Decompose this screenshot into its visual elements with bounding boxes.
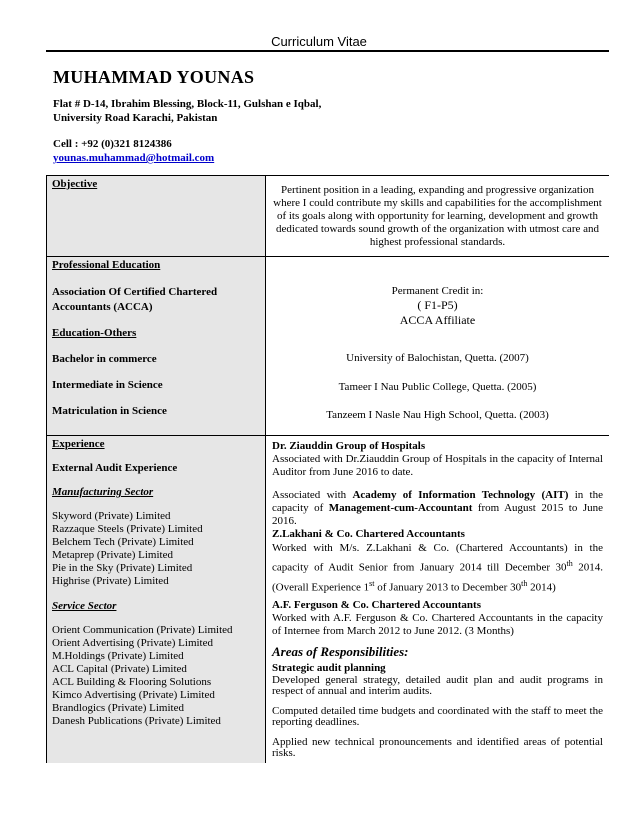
lakhani-text-4: 2014)	[527, 581, 556, 594]
professional-education-heading: Professional Education	[52, 259, 161, 271]
experience-detail-cell	[266, 436, 610, 764]
list-item: Metaprep (Private) Limited	[52, 549, 173, 561]
list-item: Skyword (Private) Limited	[52, 510, 171, 522]
list-item: M.Holdings (Private) Limited	[52, 650, 184, 662]
edu-value-bachelor: University of Balochistan, Quetta. (2007)	[346, 352, 529, 364]
lakhani-sup-3: th	[521, 578, 528, 588]
document-header-title: Curriculum Vitae	[271, 34, 367, 49]
ait-name: Academy of Information Technology (AIT)	[352, 489, 569, 501]
list-item: Belchem Tech (Private) Limited	[52, 536, 194, 548]
ait-text	[272, 489, 603, 528]
list-item: Kimco Advertising (Private) Limited	[52, 689, 215, 701]
experience-label-cell	[47, 436, 266, 764]
address-line-1: Flat # D-14, Ibrahim Blessing, Block-11, Gulshan e Iqbal,	[53, 98, 322, 110]
service-list	[52, 624, 265, 728]
lakhani-sup-1: th	[566, 559, 573, 568]
contact	[53, 137, 214, 165]
list-item: Orient Communication (Private) Limited	[52, 624, 233, 636]
areas-heading: Areas of Responsibilities:	[272, 644, 409, 660]
cell-number: Cell : +92 (0)321 8124386	[53, 138, 172, 150]
education-row	[47, 257, 610, 436]
ferguson-title: A.F. Ferguson & Co. Chartered Accountants	[272, 599, 481, 612]
resp-item-2: Computed detailed time budgets and coordinated with the staff to meet the reporting deadlines.	[272, 705, 603, 729]
education-value-cell	[266, 257, 610, 436]
acca-label: Association Of Certified Chartered Accountants (ACCA)	[52, 286, 218, 313]
education-others-heading: Education-Others	[52, 327, 137, 339]
list-item: Orient Advertising (Private) Limited	[52, 637, 213, 649]
strategic-title: Strategic audit planning	[272, 662, 386, 675]
lakhani-sup-2: st	[369, 578, 375, 588]
lakhani-text	[272, 541, 603, 595]
ziauddin-title: Dr. Ziauddin Group of Hospitals	[272, 440, 426, 452]
edu-label-bachelor: Bachelor in commerce	[52, 353, 157, 365]
ait-mid: in the capacity of	[272, 489, 603, 514]
experience-heading: Experience	[52, 438, 105, 450]
ait-post: from August 2015 to June 2016.	[272, 502, 604, 527]
edu-label-intermediate: Intermediate in Science	[52, 379, 163, 391]
list-item: Danesh Publications (Private) Limited	[52, 715, 221, 727]
service-heading: Service Sector	[52, 600, 117, 612]
list-item: Highrise (Private) Limited	[52, 575, 169, 587]
manufacturing-list	[52, 510, 265, 588]
list-item: ACL Building & Flooring Solutions	[52, 676, 212, 688]
objective-row	[47, 176, 610, 257]
acca-affiliate: ACCA Affiliate	[399, 313, 476, 327]
lakhani-title: Z.Lakhani & Co. Chartered Accountants	[272, 528, 465, 540]
list-item: Razzaque Steels (Private) Limited	[52, 523, 203, 535]
cv-table	[46, 175, 609, 763]
ait-role: Management-cum-Accountant	[328, 502, 473, 514]
resp-item-3: Applied new technical pronouncements and identified areas of potential risks.	[272, 736, 603, 760]
lakhani-text-1: Worked with M/s. Z.Lakhani & Co. (Chartered Accountants) in the capacity of Audit Senior from January 2014 till December 30	[272, 542, 603, 574]
address-line-2: University Road Karachi, Pakistan	[53, 112, 218, 124]
objective-heading: Objective	[52, 178, 98, 190]
ait-pre: Associated with	[272, 489, 353, 501]
experience-row	[47, 436, 610, 764]
header-rule	[46, 50, 609, 52]
external-audit-label: External Audit Experience	[52, 462, 178, 474]
objective-label-cell	[47, 176, 266, 257]
ziauddin-text: Associated with Dr.Ziauddin Group of Hospitals in the capacity of Internal Auditor from June 2016 to date.	[272, 453, 603, 478]
acca-papers: ( F1-P5)	[417, 298, 458, 312]
email-link[interactable]: younas.muhammad@hotmail.com	[53, 152, 215, 164]
lakhani-text-2: 2014. (Overall Experience 1	[272, 561, 604, 594]
objective-text: Pertinent position in a leading, expanding and progressive organization where I could contribute my skills and capabilities for the accomplishment of its goals along with opportunity for learning, development and growth dedicated towards sound growth of the organization with utmost care and highest professional standards.	[273, 184, 602, 248]
address	[53, 97, 321, 125]
edu-label-matriculation: Matriculation in Science	[52, 405, 167, 417]
ferguson-text: Worked with A.F. Ferguson & Co. Chartered Accountants in the capacity of Internee from March 2012 to June 2012. (3 Months)	[272, 612, 603, 638]
lakhani-text-3: of January 2013 to December 30	[374, 581, 522, 594]
list-item: Pie in the Sky (Private) Limited	[52, 562, 193, 574]
list-item: Brandlogics (Private) Limited	[52, 702, 184, 714]
edu-value-matriculation: Tanzeem I Nasle Nau High School, Quetta. (2003)	[326, 409, 549, 421]
acca-permanent-credit: Permanent Credit in:	[391, 285, 484, 297]
list-item: ACL Capital (Private) Limited	[52, 663, 187, 675]
objective-text-cell	[266, 176, 610, 257]
education-label-cell	[47, 257, 266, 436]
resp-item-1: Developed general strategy, detailed audit plan and audit programs in respect of annual and interim audits.	[272, 674, 603, 698]
manufacturing-heading: Manufacturing Sector	[52, 486, 154, 498]
edu-value-intermediate: Tameer I Nau Public College, Quetta. (2005)	[338, 381, 537, 393]
candidate-name: MUHAMMAD YOUNAS	[53, 67, 255, 87]
